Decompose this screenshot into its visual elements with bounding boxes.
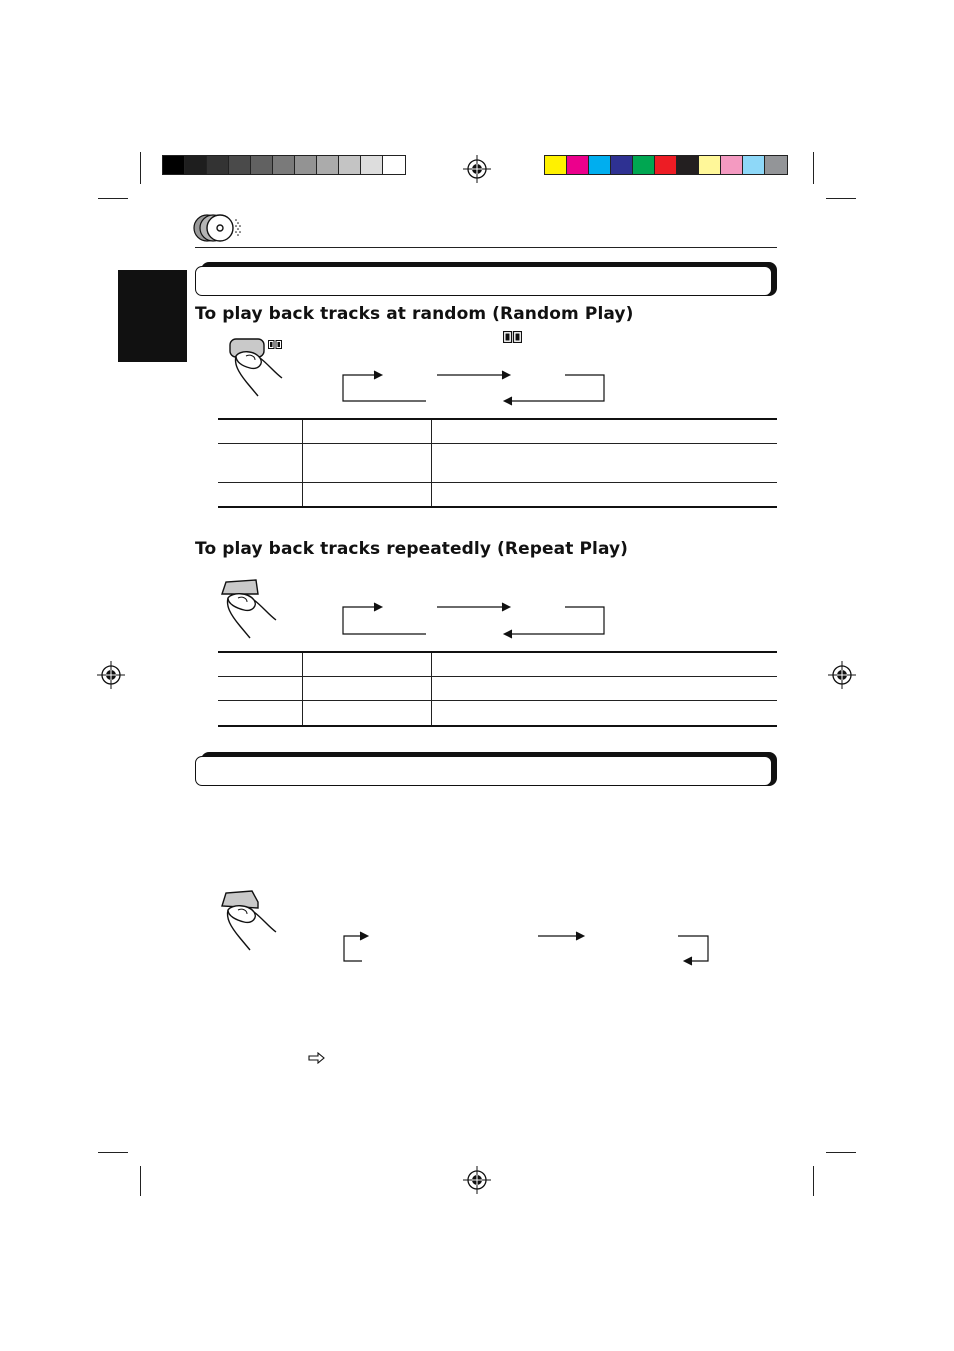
table-row: [218, 700, 777, 726]
color-swatch: [361, 156, 383, 174]
color-swatch: [273, 156, 295, 174]
registration-mark-icon: [97, 661, 125, 689]
color-swatch: [383, 156, 405, 174]
color-swatch: [633, 156, 655, 174]
color-swatch: [589, 156, 611, 174]
color-swatch: [207, 156, 229, 174]
mode-cycle-flow-diagram: [340, 930, 712, 966]
table-row: [218, 676, 777, 700]
color-swatch: [185, 156, 207, 174]
color-swatch: [295, 156, 317, 174]
color-swatch: [545, 156, 567, 174]
color-swatch: [163, 156, 185, 174]
table-row: [218, 482, 777, 507]
crop-mark: [98, 1152, 128, 1153]
section-title-bar: [195, 262, 777, 296]
finger-press-icon[interactable]: [222, 334, 294, 398]
color-swatch: [611, 156, 633, 174]
random-play-table: [218, 418, 777, 508]
color-swatch: [655, 156, 677, 174]
grayscale-calibration-strip: [162, 155, 406, 175]
random-mode-indicator-icon: [268, 340, 282, 349]
crop-mark: [140, 1166, 141, 1196]
section-title-bar: [195, 752, 777, 786]
color-calibration-strip: [544, 155, 788, 175]
table-row: [218, 419, 777, 443]
color-swatch: [743, 156, 765, 174]
registration-mark-icon: [463, 1166, 491, 1194]
color-swatch: [229, 156, 251, 174]
color-swatch: [677, 156, 699, 174]
language-side-tab: [118, 270, 187, 362]
cd-changer-icon: [193, 212, 247, 244]
random-cycle-flow-diagram: [340, 368, 608, 406]
finger-press-icon[interactable]: [216, 576, 288, 640]
color-swatch: [721, 156, 743, 174]
color-swatch: [765, 156, 787, 174]
color-swatch: [567, 156, 589, 174]
crop-mark: [140, 152, 141, 184]
registration-mark-icon: [463, 155, 491, 183]
table-row: [218, 652, 777, 676]
crop-mark: [813, 1166, 814, 1196]
finger-press-icon[interactable]: [216, 888, 288, 952]
right-arrow-icon: [308, 1052, 326, 1064]
crop-mark: [813, 152, 814, 184]
color-swatch: [251, 156, 273, 174]
registration-mark-icon: [828, 661, 856, 689]
color-swatch: [699, 156, 721, 174]
repeat-play-table: [218, 651, 777, 727]
header-rule: [195, 247, 777, 248]
repeat-play-heading: To play back tracks repeatedly (Repeat Play): [195, 539, 629, 559]
crop-mark: [826, 198, 856, 199]
random-play-heading: To play back tracks at random (Random Play): [195, 304, 634, 324]
repeat-cycle-flow-diagram: [340, 600, 608, 640]
color-swatch: [317, 156, 339, 174]
color-swatch: [339, 156, 361, 174]
random-display-indicator-icon: [503, 331, 522, 343]
crop-mark: [98, 198, 128, 199]
crop-mark: [826, 1152, 856, 1153]
table-row: [218, 443, 777, 482]
